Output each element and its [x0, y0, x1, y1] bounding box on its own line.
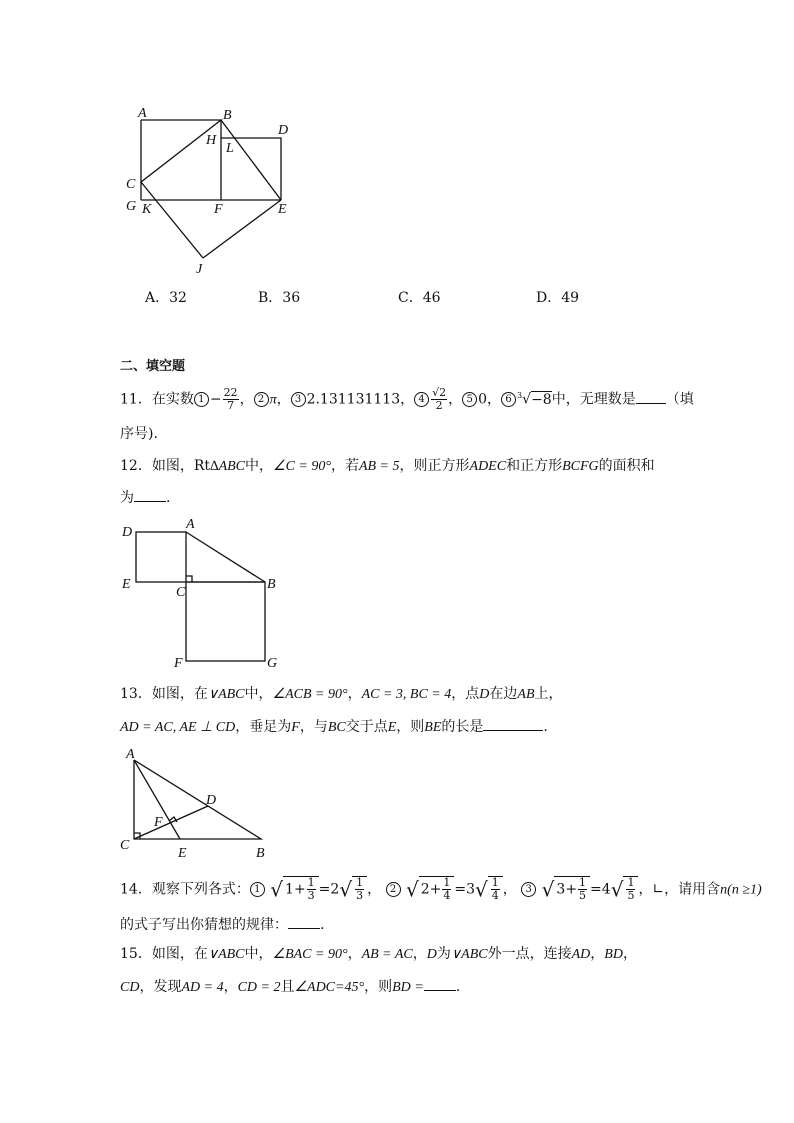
fig1-label-k: K — [142, 202, 152, 217]
fig2-label-a: A — [186, 517, 195, 532]
fig3-label-e: E — [178, 846, 187, 861]
fig3-label-a: A — [126, 747, 135, 762]
fig1-label-l: L — [226, 141, 234, 156]
question-13-line2: AD = AC, AE ⊥ CD，垂足为F，与BC交于点E，则BE的长是 . — [120, 716, 548, 738]
fig2-label-c: C — [176, 585, 186, 600]
fig1-label-g: G — [126, 199, 137, 214]
fig1-label-f: F — [214, 202, 223, 217]
fig1-label-c: C — [126, 177, 136, 192]
fig2-label-f: F — [174, 656, 183, 671]
question-12-line2: 为 . — [120, 487, 170, 508]
fig3-label-b: B — [256, 846, 265, 861]
question-13: 13．如图，在∨ABC中，∠ACB = 90°，AC = 3, BC = 4，点D在边AB上， — [120, 686, 563, 702]
fig2-label-g: G — [267, 656, 278, 671]
fig2-label-e: E — [122, 577, 131, 592]
fig1-label-j: J — [196, 262, 203, 277]
question-11-line2: 序号). — [120, 426, 158, 442]
fig1-label-d: D — [278, 123, 289, 138]
fig3-label-f: F — [154, 815, 163, 830]
question-15: 15．如图，在∨ABC中，∠BAC = 90°，AB = AC，D为∨ABC外一点，连接AD，BD， — [120, 946, 637, 962]
question-12: 12．如图，Rt∆ABC中，∠C = 90°，若AB = 5，则正方形ADEC和正方形BCFG的面积和 — [120, 458, 655, 474]
question-15-line2: CD，发现AD = 4，CD = 2且∠ADC=45°，则BD = . — [120, 976, 460, 998]
option-a: A．32 — [145, 290, 187, 306]
question-14: 14．观察下列各式： 1 √ 1+ $\frac{1}{3}$ =2√ $\frac{1}{3}$ ， 2 √ 2+ $\frac{1}{4}$ =3√ $\frac{1}{4}$ ， 3 √ 3+ $\frac{1}{5}$ =4√ $\frac{1}{5}$ ，∟，请用含n(n ≥1) — [120, 876, 762, 902]
question-14-line2: 的式子写出你猜想的规律： . — [120, 914, 324, 935]
fig1-label-a: A — [138, 106, 147, 121]
fig2-label-b: B — [267, 577, 276, 592]
figure-2 — [118, 512, 288, 672]
figure-3 — [116, 742, 276, 862]
option-b: B．36 — [258, 290, 301, 306]
figure-1 — [118, 100, 318, 280]
fig1-label-e: E — [278, 202, 287, 217]
option-d: D．49 — [536, 290, 580, 306]
fig1-label-h: H — [206, 133, 217, 148]
question-11: 11．在实数 1 − $\frac{22}{7}$ ， 2 π， 3 2.131131113， 4 $\frac{√2}{2}$ ， 5 0， 6 $^3$√−8中，无理数是 （填 — [120, 386, 694, 413]
fig3-label-c: C — [120, 838, 130, 853]
fig1-label-b: B — [223, 108, 232, 123]
option-c: C．46 — [398, 290, 441, 306]
section-title: 二、填空题 — [120, 359, 186, 374]
fig2-label-d: D — [122, 525, 133, 540]
fig3-label-d: D — [206, 793, 217, 808]
